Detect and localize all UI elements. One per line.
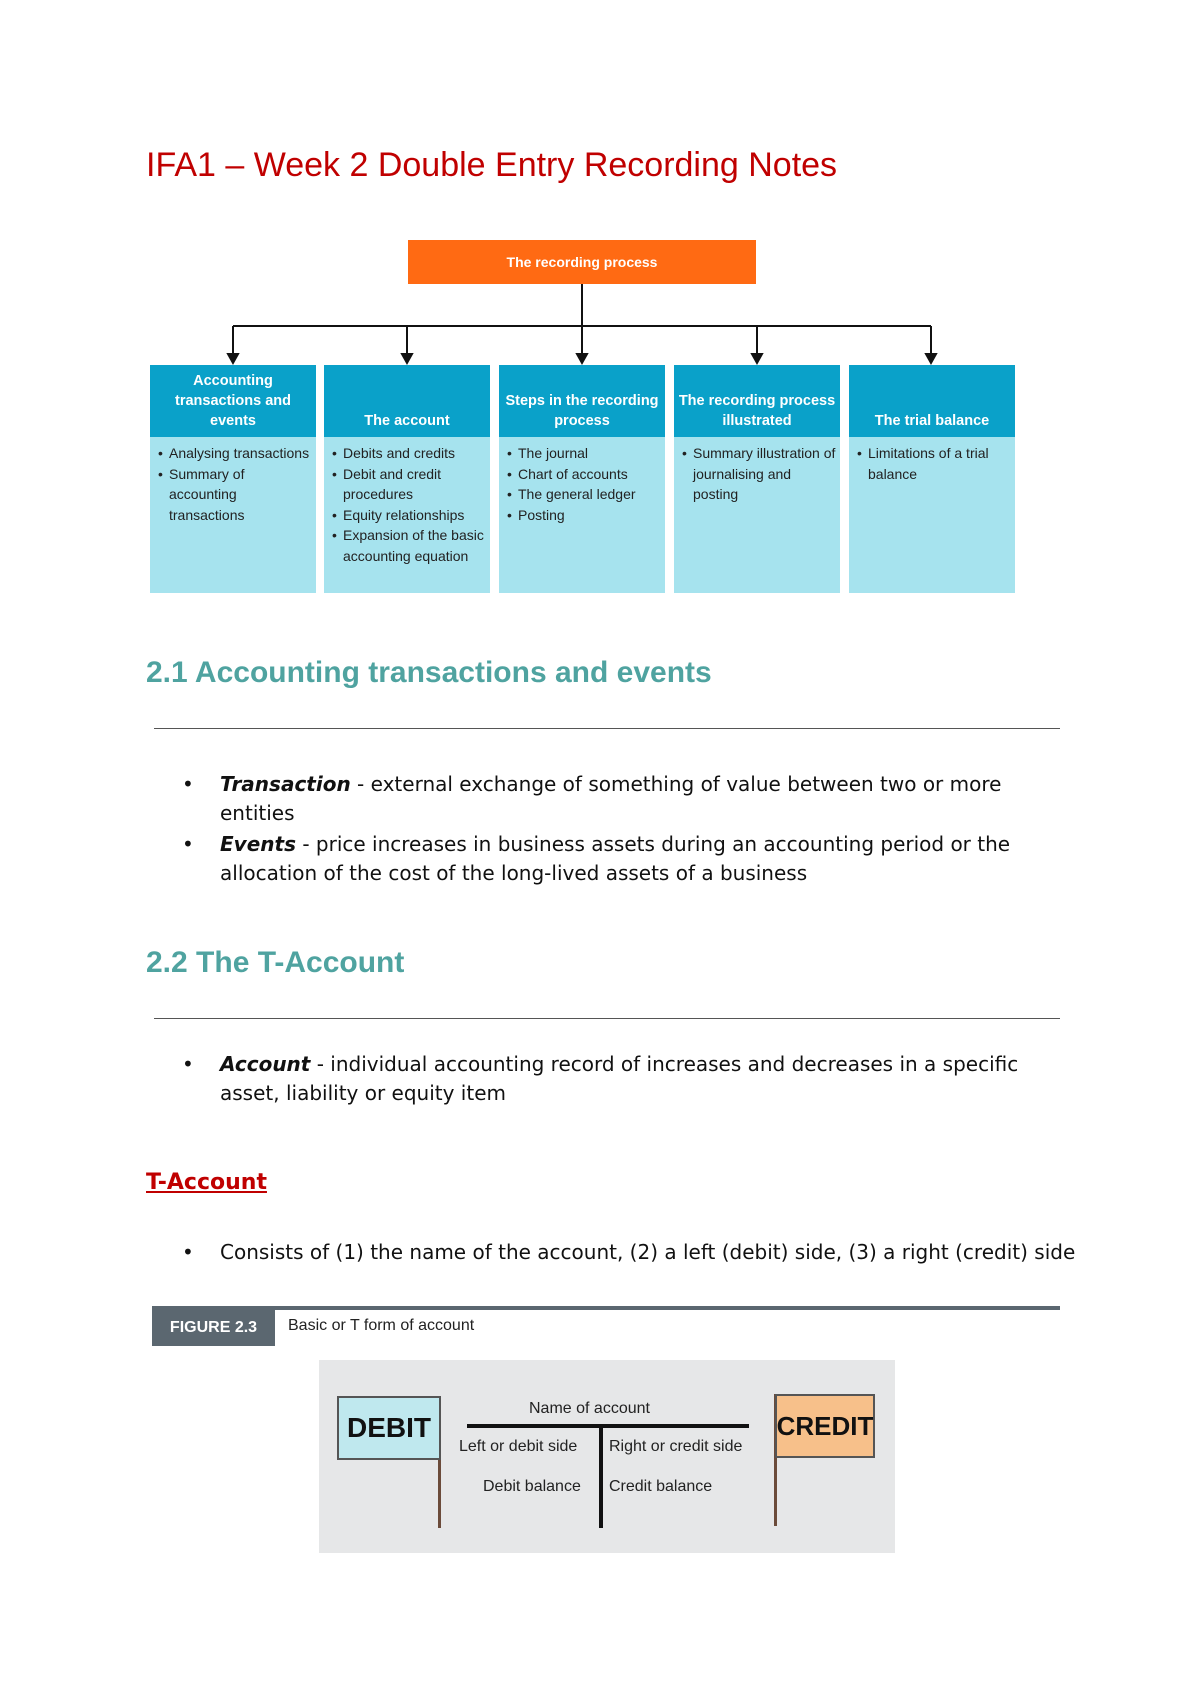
left-side-label: Left or debit side — [459, 1438, 578, 1455]
term: Account — [220, 1052, 311, 1076]
column-header: The recording process illustrated — [674, 365, 840, 437]
debit-balance-label: Debit balance — [483, 1478, 581, 1495]
diagram-root-box: The recording process — [408, 240, 756, 284]
page-title: IFA1 – Week 2 Double Entry Recording Notes — [146, 146, 838, 184]
definition: - price increases in business assets during an accounting period or the allocation of the cost of the long-lived assets of a business — [220, 832, 1011, 885]
column-item: • Debit and credit procedures — [332, 464, 486, 505]
column-header: The trial balance — [849, 365, 1015, 437]
diagram-column-steps — [499, 365, 665, 593]
credit-flag: CREDIT — [775, 1394, 875, 1458]
term: Transaction — [220, 772, 351, 796]
bullet-dot: • — [182, 772, 194, 796]
diagram-column-account — [324, 365, 490, 593]
definition: - individual accounting record of increases and decreases in a specific asset, liability or equity item — [220, 1052, 1019, 1105]
debit-flag: DEBIT — [337, 1396, 441, 1460]
column-item: • Summary of accounting transactions — [158, 464, 312, 526]
credit-balance-label: Credit balance — [609, 1478, 713, 1495]
bullet-t-account — [182, 1238, 1080, 1267]
column-item: • Chart of accounts — [507, 464, 661, 485]
column-header: Steps in the recording process — [499, 365, 665, 437]
recording-process-diagram — [150, 238, 1020, 593]
diagram-column-trial-balance — [849, 365, 1015, 593]
figure-top-rule — [152, 1306, 1060, 1310]
bullet-account — [182, 1050, 1080, 1108]
diagram-column-transactions — [150, 365, 316, 593]
term: Events — [220, 832, 296, 856]
column-item: • Analysing transactions — [158, 443, 312, 464]
t-account-center-line — [599, 1424, 603, 1528]
column-header: Accounting transactions and events — [150, 365, 316, 437]
t-account-figure — [319, 1360, 895, 1553]
figure-caption: Basic or T form of account — [288, 1317, 475, 1334]
column-item: • Summary illustration of journalising and posting — [682, 443, 836, 505]
column-item: • Equity relationships — [332, 505, 486, 526]
bullet-text: Consists of (1) the name of the account, (2) a left (debit) side, (3) a right (credit) side — [220, 1240, 1076, 1264]
bullet-dot: • — [182, 1240, 194, 1264]
column-item: • The journal — [507, 443, 661, 464]
column-item: • Posting — [507, 505, 661, 526]
account-name: Name of account — [529, 1400, 650, 1417]
section-heading-2-1: 2.1 Accounting transactions and events — [146, 656, 712, 689]
bullet-events — [182, 830, 1080, 888]
column-item: • Debits and credits — [332, 443, 486, 464]
t-account-subheading: T-Account — [146, 1170, 267, 1195]
column-item: • Limitations of a trial balance — [857, 443, 1011, 484]
t-account-top-line — [467, 1424, 749, 1428]
bullet-transaction — [182, 770, 1080, 828]
bullet-dot: • — [182, 832, 194, 856]
right-side-label: Right or credit side — [609, 1438, 743, 1455]
column-header: The account — [324, 365, 490, 437]
diagram-connectors — [150, 238, 1020, 368]
column-item: • Expansion of the basic accounting equation — [332, 525, 486, 566]
column-item: • The general ledger — [507, 484, 661, 505]
bullet-dot: • — [182, 1052, 194, 1076]
section-divider — [154, 728, 1060, 729]
section-divider — [154, 1018, 1060, 1019]
definition: - external exchange of something of value between two or more entities — [220, 772, 1002, 825]
section-heading-2-2: 2.2 The T-Account — [146, 946, 405, 979]
figure-label: FIGURE 2.3 — [152, 1310, 275, 1346]
diagram-column-illustrated — [674, 365, 840, 593]
